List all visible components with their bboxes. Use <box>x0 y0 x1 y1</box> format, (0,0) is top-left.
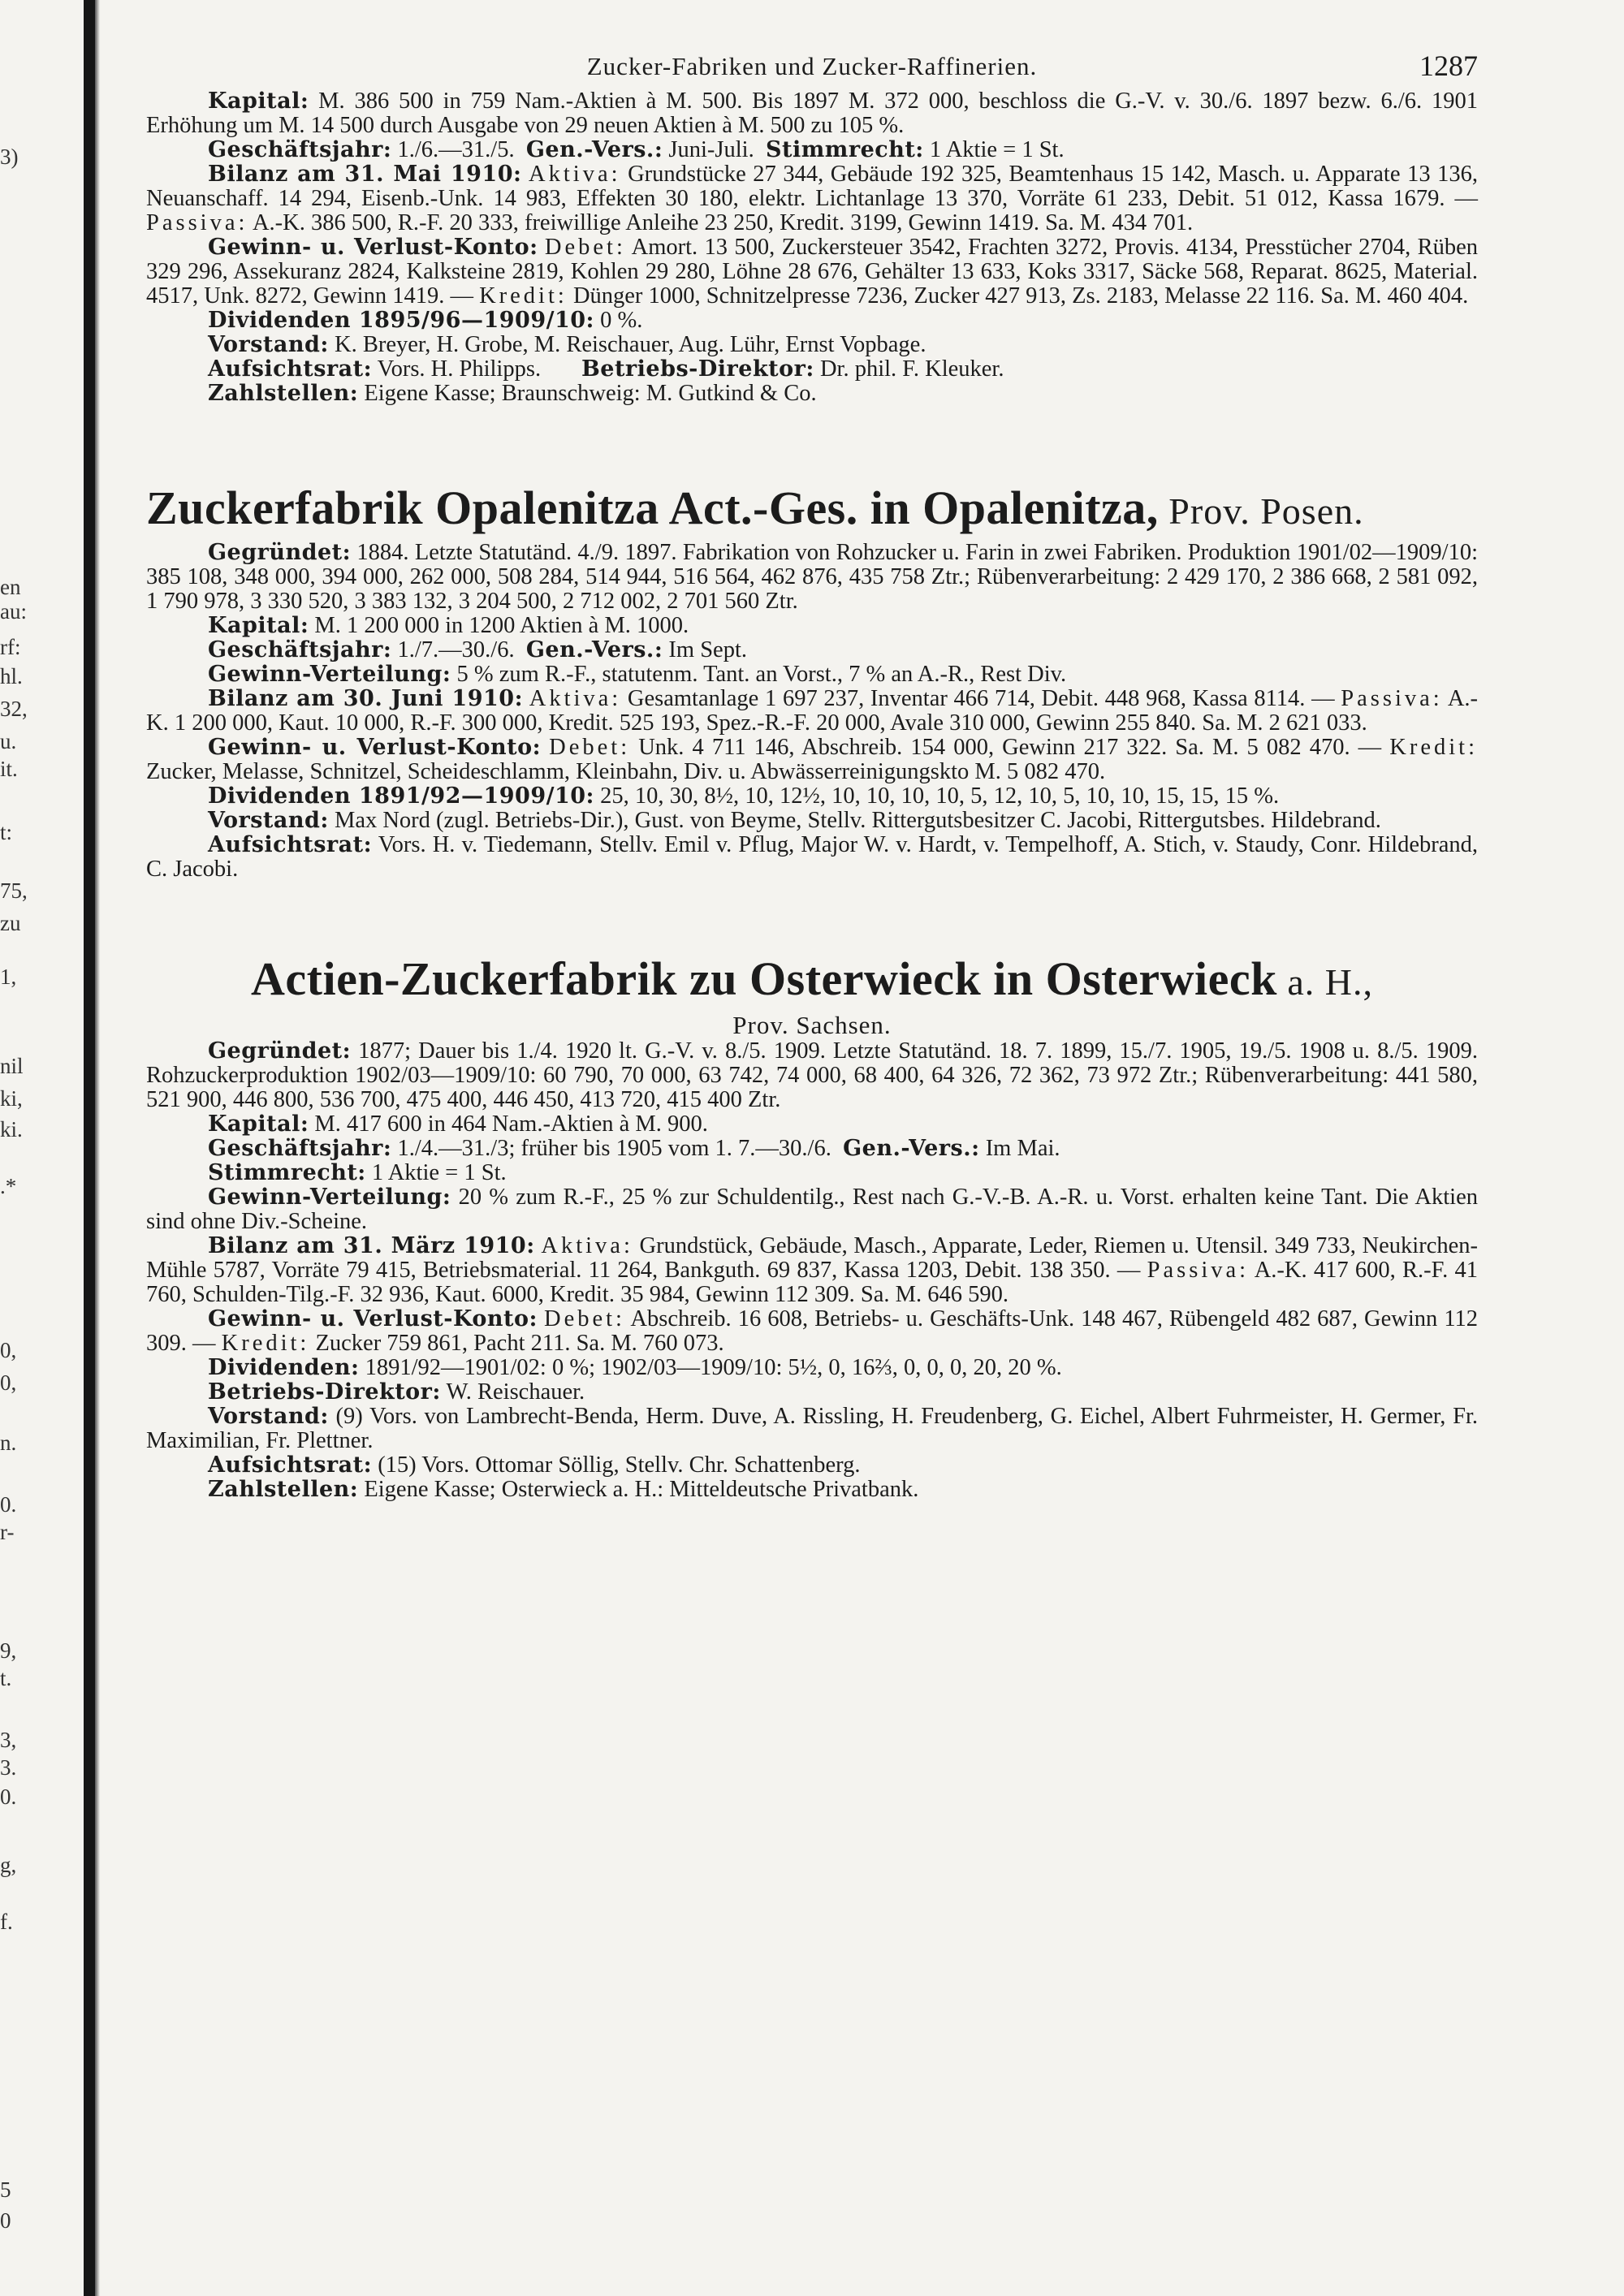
field-text: W. Reischauer. <box>440 1379 585 1405</box>
aufsichtsrat-paragraph <box>146 357 1478 382</box>
field-text: (9) Vors. von Lambrecht-Benda, Herm. Duve, A. Rissling, H. Freudenberg, G. Eichel, Albert Fuhrmeister, H. Germer, Fr. Maximilian, Fr. Plettner. <box>146 1404 1478 1453</box>
field-text: M. 386 500 in 759 Nam.-Aktien à M. 500. Bis 1897 M. 372 000, beschloss die G.-V. v. 30./6. 1897 bezw. 6./6. 1901 Erhöhung um M. 14 500 durch Ausgabe von 29 neuen Aktien à M. 500 zu 105 %. <box>146 88 1478 138</box>
field-text: Grundstücke 27 344, Gebäude 192 325, Beamtenhaus 15 142, Masch. u. Apparate 13 136, Neuanschaff. 14 294, Eisenb.-Unk. 14 983, Effekten 30 180, elektr. Lichtanlage 13 370, Vorräte 61 233, Debit. 51 012, Kassa 1679. — <box>146 162 1479 211</box>
field-label: Vorstand: <box>208 1404 329 1429</box>
margin-fragment: it. <box>0 757 18 781</box>
passiva-label: Passiva: <box>1147 1258 1250 1283</box>
margin-fragment: u. <box>0 729 17 753</box>
debet-label: Debet: <box>544 235 626 260</box>
field-text: 1891/92—1901/02: 0 %; 1902/03—1909/10: 5½, 0, 16⅔, 0, 0, 0, 20, 20 %. <box>359 1355 1062 1380</box>
field-text: 1 Aktie = 1 St. <box>365 1160 507 1185</box>
field-text: M. 417 600 in 464 Nam.-Aktien à M. 900. <box>309 1111 708 1137</box>
kapital-paragraph <box>146 89 1478 138</box>
field-label: Geschäftsjahr: <box>208 1136 392 1161</box>
geschaeftsjahr-paragraph <box>146 1137 1478 1161</box>
book-spine-shadow <box>84 0 95 2296</box>
field-text: Zucker, Melasse, Schnitzel, Scheideschlamm, Kleinbahn, Div. u. Abwässerreinigungskto M. 5 082 470. <box>146 759 1106 784</box>
bilanz-paragraph <box>146 162 1478 235</box>
company-location: a. H., <box>1276 961 1373 1003</box>
field-label: Vorstand: <box>208 808 329 833</box>
passiva-label: Passiva: <box>146 210 248 235</box>
field-label: Geschäftsjahr: <box>208 637 392 662</box>
field-label: Aufsichtsrat: <box>208 1452 373 1478</box>
field-text: Dünger 1000, Schnitzelpresse 7236, Zucker 427 913, Zs. 2183, Melasse 22 116. Sa. M. 460 404. <box>567 283 1469 309</box>
field-text: M. 1 200 000 in 1200 Aktien à M. 1000. <box>309 613 689 638</box>
field-label: Geschäftsjahr: <box>208 137 392 162</box>
company-name: Zuckerfabrik Opalenitza Act.-Ges. in Opalenitza, <box>146 481 1159 534</box>
field-label: Bilanz am 31. März 1910: <box>208 1233 535 1258</box>
margin-fragment: 32, <box>0 697 28 721</box>
field-label: Kapital: <box>208 1111 309 1137</box>
field-label: Stimmrecht: <box>765 137 924 162</box>
kredit-label: Kredit: <box>479 283 568 309</box>
field-text: Im Mai. <box>979 1136 1060 1161</box>
field-text: A.-K. 386 500, R.-F. 20 333, freiwillige Anleihe 23 250, Kredit. 3199, Gewinn 1419. Sa. M. 434 701. <box>248 210 1194 235</box>
entry-continued <box>146 89 1478 406</box>
field-text: Gesamtanlage 1 697 237, Inventar 466 714, Debit. 448 968, Kassa 8114. — <box>621 686 1335 711</box>
margin-fragment: f. <box>0 1910 13 1934</box>
aktiva-label: Aktiva: <box>541 1233 633 1258</box>
company-location: Prov. Posen. <box>1158 490 1364 532</box>
field-text: Grundstück, Gebäude, Masch., Apparate, Leder, Riemen u. Utensil. 349 733, Neukirchen-Mühle 5787, Vorräte 79 415, Betriebsmaterial. 11 264, Bankguth. 69 837, Kassa 1203, Debit. 138 350. — <box>146 1233 1479 1283</box>
field-text: 1884. Letzte Statutänd. 4./9. 1897. Fabrikation von Rohzucker u. Farin in zwei Fabriken. Produktion 1901/02—1909/10: 385 108, 348 000, 394 000, 262 000, 508 284, 514 944, 516 564, 462 876, 435 758 Ztr.; Rübenverarbeitung: 2 429 170, 2 386 668, 2 581 092, 1 790 978, 3 330 520, 3 383 132, 3 204 500, 2 712 002, 2 701 560 Ztr. <box>146 540 1478 614</box>
field-text: 0 %. <box>594 308 643 333</box>
field-label: Aufsichtsrat: <box>208 832 373 857</box>
aktiva-label: Aktiva: <box>529 162 621 187</box>
margin-fragment: ki, <box>0 1086 23 1111</box>
field-label: Gewinn-Verteilung: <box>208 1185 451 1210</box>
margin-fragment: rf: <box>0 635 21 659</box>
aktiva-label: Aktiva: <box>529 686 622 711</box>
field-text: 5 % zum R.-F., statutenm. Tant. an Vorst., 7 % an A.-R., Rest Div. <box>451 662 1067 687</box>
margin-fragment: n. <box>0 1431 17 1455</box>
vorstand-paragraph <box>146 333 1478 357</box>
company-heading <box>146 479 1478 541</box>
running-head <box>146 52 1478 89</box>
kredit-label: Kredit: <box>221 1331 310 1356</box>
company-heading <box>146 950 1478 1012</box>
page-number: 1287 <box>1419 50 1478 82</box>
field-label: Gegründet: <box>208 540 352 565</box>
margin-fragment: 1, <box>0 965 17 989</box>
margin-fragment: 0, <box>0 1370 17 1395</box>
field-label: Zahlstellen: <box>208 1477 359 1502</box>
margin-fragment: 75, <box>0 878 28 903</box>
field-text: A.-K. 1 200 000, Kaut. 10 000, R.-F. 300 000, Kredit. 525 193, Spez.-R.-F. 20 000, Avale 310 000, Gewinn 255 840. Sa. M. 2 621 033. <box>146 686 1479 736</box>
field-label: Vorstand: <box>208 332 329 357</box>
gewinn-verlust-paragraph <box>146 235 1478 309</box>
geschaeftsjahr-paragraph <box>146 638 1478 662</box>
vorstand-paragraph <box>146 809 1478 833</box>
debet-label: Debet: <box>544 1306 625 1331</box>
facing-page-margin <box>0 0 57 2296</box>
bilanz-paragraph <box>146 1234 1478 1307</box>
field-label: Dividenden: <box>208 1355 360 1380</box>
gewinn-verteilung-paragraph <box>146 1185 1478 1234</box>
zahlstellen-paragraph <box>146 1478 1478 1502</box>
dividenden-paragraph <box>146 1356 1478 1380</box>
field-text: Juni-Juli. <box>663 137 754 162</box>
gegruendet-paragraph <box>146 541 1478 614</box>
field-text: 1./4.—31./3; früher bis 1905 vom 1. 7.—30./6. <box>391 1136 831 1161</box>
field-text: Amort. 13 500, Zuckersteuer 3542, Frachten 3272, Provis. 4134, Presstücher 2704, Rüben 329 296, Assekuranz 2824, Kalksteine 2819, Kohlen 29 280, Löhne 28 676, Gehälter 13 633, Koks 3317, Säcke 568, Reparat. 8625, Material. 4517, Unk. 8272, Gewinn 1419. — <box>146 235 1478 309</box>
margin-fragment: au: <box>0 599 27 624</box>
field-label: Betriebs-Direktor: <box>581 356 814 382</box>
field-text: 1 Aktie = 1 St. <box>923 137 1065 162</box>
field-text: 1877; Dauer bis 1./4. 1920 lt. G.-V. v. 8./5. 1909. Letzte Statutänd. 18. 7. 1899, 15./7. 1905, 19./5. 1908 u. 8./5. 1909. Rohzuckerproduktion 1902/03—1909/10: 60 790, 70 000, 63 742, 74 000, 68 400, 64 326, 72 362, 73 972 Ztr.; Rübenverarbeitung: 441 580, 521 900, 446 800, 536 700, 475 400, 446 450, 413 720, 415 400 Ztr. <box>146 1038 1478 1112</box>
field-label: Stimmrecht: <box>208 1160 366 1185</box>
field-text: 1./6.—31./5. <box>391 137 515 162</box>
debet-label: Debet: <box>549 735 631 760</box>
field-label: Bilanz am 30. Juni 1910: <box>208 686 524 711</box>
field-label: Gewinn- u. Verlust-Konto: <box>208 235 538 260</box>
field-label: Aufsichtsrat: <box>208 356 373 382</box>
margin-fragment: en <box>0 575 21 599</box>
field-label: Dividenden 1891/92—1909/10: <box>208 783 595 809</box>
margin-fragment: 5 <box>0 2177 11 2202</box>
margin-fragment: 3, <box>0 1728 17 1752</box>
field-text: (15) Vors. Ottomar Söllig, Stellv. Chr. Schattenberg. <box>372 1452 861 1478</box>
margin-fragment: 3. <box>0 1755 17 1780</box>
margin-fragment: 3) <box>0 145 19 169</box>
margin-fragment: 0. <box>0 1492 17 1517</box>
field-text: Vors. H. Philipps. <box>372 356 542 382</box>
margin-fragment: nil <box>0 1054 24 1078</box>
field-text: K. Breyer, H. Grobe, M. Reischauer, Aug. Lühr, Ernst Vopbage. <box>328 332 926 357</box>
field-text: 20 % zum R.-F., 25 % zur Schuldentilg., Rest nach G.-V.-B. A.-R. u. Vorst. erhalten keine Tant. Die Aktien sind ohne Div.-Scheine. <box>146 1185 1478 1234</box>
field-label: Gen.-Vers.: <box>525 637 663 662</box>
field-text: Max Nord (zugl. Betriebs-Dir.), Gust. von Beyme, Stellv. Rittergutsbesitzer C. Jacobi, Rittergutsbes. Hildebrand. <box>328 808 1381 833</box>
company-name: Actien-Zuckerfabrik zu Osterwieck in Osterwieck <box>251 952 1277 1005</box>
field-text: Vors. H. v. Tiedemann, Stellv. Emil v. Pflug, Major W. v. Hardt, v. Tempelhoff, A. Stich, v. Staudy, Conr. Hildebrand, C. Jacobi. <box>146 832 1478 882</box>
margin-fragment: .* <box>0 1174 17 1198</box>
margin-fragment: 9, <box>0 1638 17 1663</box>
field-label: Gewinn- u. Verlust-Konto: <box>208 735 542 760</box>
gewinn-verlust-paragraph <box>146 736 1478 784</box>
field-label: Bilanz am 31. Mai 1910: <box>208 162 522 187</box>
field-label: Kapital: <box>208 88 309 114</box>
margin-fragment: g, <box>0 1853 17 1877</box>
field-text: 25, 10, 30, 8½, 10, 12½, 10, 10, 10, 10, 5, 12, 10, 5, 10, 10, 15, 15, 15 %. <box>594 783 1280 809</box>
stimmrecht-paragraph <box>146 1161 1478 1185</box>
field-label: Gewinn- u. Verlust-Konto: <box>208 1306 538 1331</box>
margin-fragment: t. <box>0 1666 12 1690</box>
field-label: Zahlstellen: <box>208 381 359 406</box>
kapital-paragraph <box>146 1112 1478 1137</box>
field-label: Gegründet: <box>208 1038 352 1064</box>
field-text: A.-K. 417 600, R.-F. 41 760, Schulden-Tilg.-F. 32 936, Kaut. 6000, Kredit. 35 984, Gewinn 112 309. Sa. M. 646 590. <box>146 1258 1479 1307</box>
field-label: Gen.-Vers.: <box>843 1136 980 1161</box>
field-text: Im Sept. <box>663 637 747 662</box>
margin-fragment: 0. <box>0 1785 17 1809</box>
field-text: Zucker 759 861, Pacht 211. Sa. M. 760 073. <box>309 1331 724 1356</box>
field-text: Eigene Kasse; Osterwieck a. H.: Mitteldeutsche Privatbank. <box>358 1477 919 1502</box>
field-label: Kapital: <box>208 613 309 638</box>
page-content <box>146 52 1478 1502</box>
vorstand-paragraph <box>146 1405 1478 1453</box>
province-line: Prov. Sachsen. <box>732 1011 892 1039</box>
gegruendet-paragraph <box>146 1039 1478 1112</box>
field-text: Eigene Kasse; Braunschweig: M. Gutkind & Co. <box>358 381 817 406</box>
running-head-title: Zucker-Fabriken und Zucker-Raffinerien. <box>586 52 1038 80</box>
field-text: Unk. 4 711 146, Abschreib. 154 000, Gewinn 217 322. Sa. M. 5 082 470. — <box>630 735 1382 760</box>
field-label: Gen.-Vers.: <box>525 137 663 162</box>
gewinn-verteilung-paragraph <box>146 662 1478 687</box>
bilanz-paragraph <box>146 687 1478 736</box>
geschaeftsjahr-paragraph <box>146 138 1478 162</box>
aufsichtsrat-paragraph <box>146 833 1478 882</box>
margin-fragment: 0, <box>0 1338 17 1362</box>
margin-fragment: hl. <box>0 664 23 688</box>
field-text: 1./7.—30./6. <box>391 637 515 662</box>
entry-opalenitza <box>146 479 1478 882</box>
margin-fragment: zu <box>0 911 21 935</box>
margin-fragment: t: <box>0 820 13 844</box>
passiva-label: Passiva: <box>1341 686 1443 711</box>
margin-fragment: r- <box>0 1520 15 1544</box>
zahlstellen-paragraph <box>146 382 1478 406</box>
field-text: Abschreib. 16 608, Betriebs- u. Geschäfts-Unk. 148 467, Rübengeld 482 687, Gewinn 112 309. — <box>146 1306 1479 1356</box>
betriebs-direktor-paragraph <box>146 1380 1478 1405</box>
entry-osterwieck <box>146 950 1478 1502</box>
field-label: Gewinn-Verteilung: <box>208 662 451 687</box>
gutter-gradient <box>95 0 100 2296</box>
margin-fragment: ki. <box>0 1117 23 1142</box>
field-label: Dividenden 1895/96—1909/10: <box>208 308 595 333</box>
field-text: Dr. phil. F. Kleuker. <box>814 356 1004 382</box>
kredit-label: Kredit: <box>1389 735 1479 760</box>
kapital-paragraph <box>146 614 1478 638</box>
dividenden-paragraph <box>146 784 1478 809</box>
field-label: Betriebs-Direktor: <box>208 1379 441 1405</box>
margin-fragment: 0 <box>0 2208 11 2233</box>
aufsichtsrat-paragraph <box>146 1453 1478 1478</box>
gewinn-verlust-paragraph <box>146 1307 1478 1356</box>
dividenden-paragraph <box>146 309 1478 333</box>
